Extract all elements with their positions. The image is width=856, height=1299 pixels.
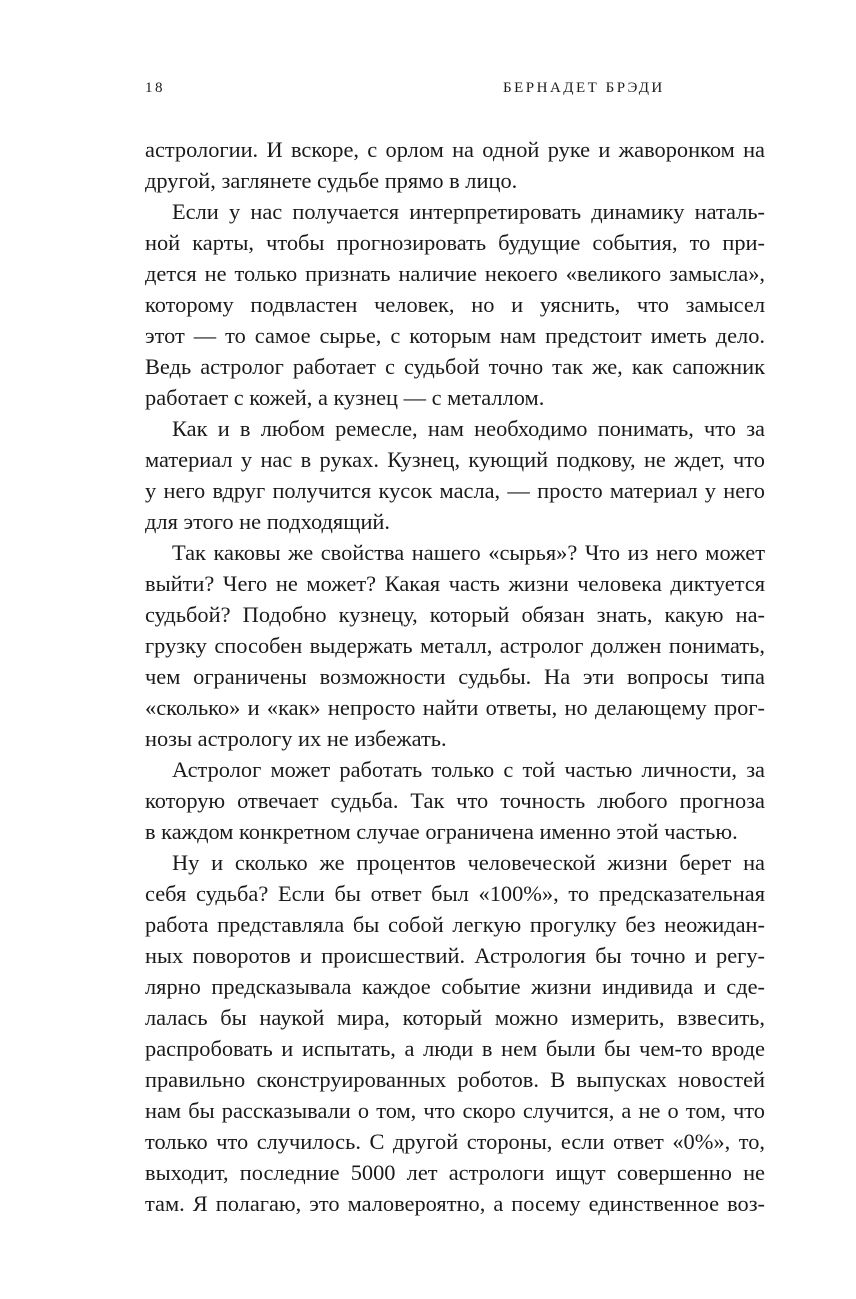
- text-line: чем ограничены возможности судьбы. На эти вопросы типа: [145, 664, 765, 689]
- text-line: для этого не подходящий.: [145, 509, 391, 534]
- text-line: правильно сконструированных роботов. В выпусках новостей: [145, 1067, 765, 1092]
- text-line: материал у нас в руках. Кузнец, кующий подкову, не ждет, что: [145, 447, 765, 472]
- text-line: выйти? Чего не может? Какая часть жизни человека диктуется: [145, 571, 765, 596]
- text-line: Как и в любом ремесле, нам необходимо понимать, что за: [172, 416, 765, 441]
- text-line: выходит, последние 5000 лет астрологи ищут совершенно не: [145, 1160, 765, 1185]
- text-line: дется не только признать наличие некоего «великого замысла»,: [145, 261, 765, 286]
- text-line: распробовать и испытать, а люди в нем были бы чем-то вроде: [145, 1036, 765, 1061]
- text-line: только что случилось. С другой стороны, если ответ «0%», то,: [145, 1129, 765, 1154]
- running-header: [145, 80, 765, 100]
- text-line: «сколько» и «как» непросто найти ответы, но делающему прог-: [145, 695, 765, 720]
- text-line: судьбой? Подобно кузнецу, который обязан знать, какую на-: [145, 602, 765, 627]
- text-line: у него вдруг получится кусок масла, — просто материал у него: [145, 478, 765, 503]
- text-line: Ведь астролог работает с судьбой точно так же, как сапожник: [145, 354, 765, 379]
- text-line: нам бы рассказывали о том, что скоро случится, а не о том, что: [145, 1098, 765, 1123]
- text-line: которому подвластен человек, но и уяснить, что замысел: [145, 292, 765, 317]
- text-line: лярно предсказывала каждое событие жизни индивида и сде-: [145, 974, 765, 999]
- text-line: работа представляла бы собой легкую прогулку без неожидан-: [145, 912, 765, 937]
- text-line: Ну и сколько же процентов человеческой жизни берет на: [172, 850, 765, 875]
- text-line: Если у нас получается интерпретировать динамику наталь-: [172, 199, 765, 224]
- text-line: нозы астрологу их не избежать.: [145, 726, 447, 751]
- book-author: БЕРНАДЕТ БРЭДИ: [503, 80, 665, 96]
- text-line: работает с кожей, а кузнец — с металлом.: [145, 385, 545, 410]
- text-line: этот — то самое сырье, с которым нам предстоит иметь дело.: [145, 323, 765, 348]
- text-line: Так каковы же свойства нашего «сырья»? Что из него может: [172, 540, 765, 565]
- text-line: которую отвечает судьба. Так что точность любого прогноза: [145, 788, 765, 813]
- text-line: лалась бы наукой мира, который можно измерить, взвесить,: [145, 1005, 765, 1030]
- page-body: [145, 134, 765, 1219]
- text-line: ных поворотов и происшествий. Астрология бы точно и регу-: [145, 943, 765, 968]
- text-line: ной карты, чтобы прогнозировать будущие события, то при-: [145, 230, 765, 255]
- text-line: грузку способен выдержать металл, астролог должен понимать,: [145, 633, 765, 658]
- text-line: в каждом конкретном случае ограничена именно этой частью.: [145, 819, 738, 844]
- text-line: астрологии. И вскоре, с орлом на одной руке и жаворонком на: [145, 137, 765, 162]
- page-number: 18: [145, 80, 165, 96]
- text-line: Астролог может работать только с той частью личности, за: [172, 757, 765, 782]
- text-line: другой, заглянете судьбе прямо в лицо.: [145, 168, 518, 193]
- text-line: себя судьба? Если бы ответ был «100%», то предсказательная: [145, 881, 765, 906]
- text-line: там. Я полагаю, это маловероятно, а посему единственное воз-: [145, 1191, 765, 1216]
